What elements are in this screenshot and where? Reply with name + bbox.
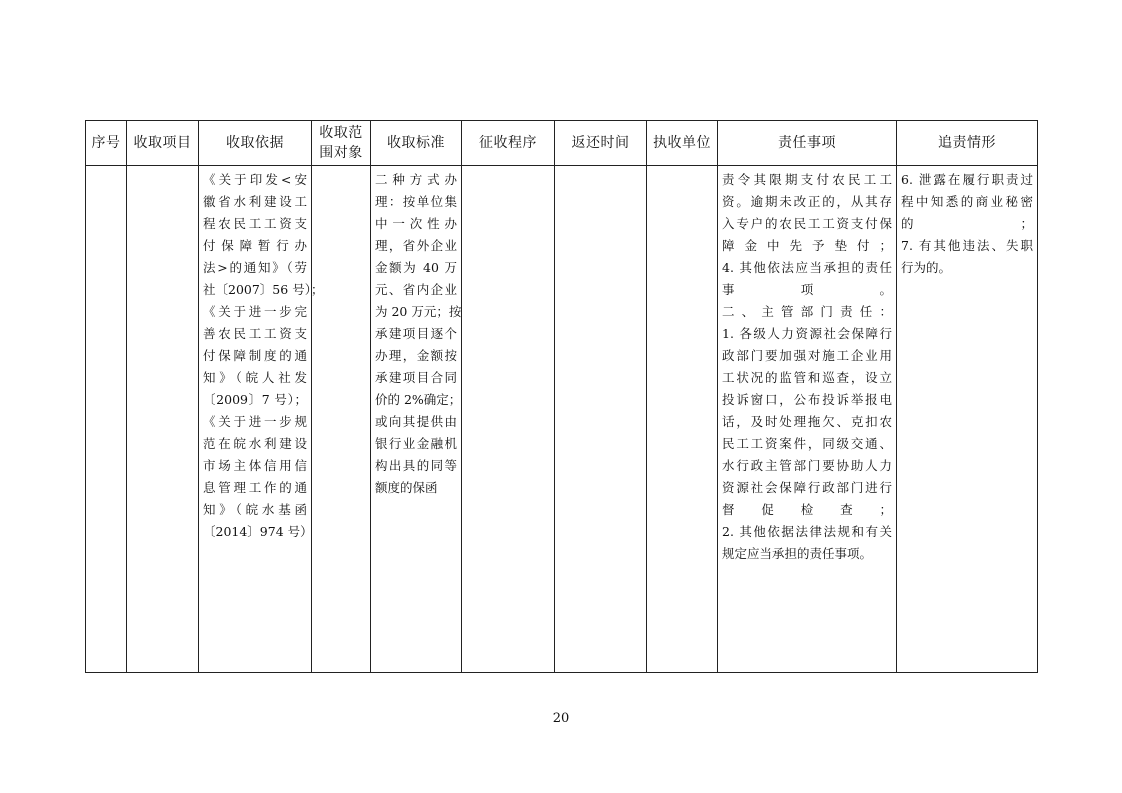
text-line: 责令其限期支付农民工工 bbox=[722, 172, 892, 187]
basis-text bbox=[203, 169, 324, 543]
text-line: 构出具的同等 bbox=[375, 458, 457, 473]
table-header bbox=[86, 121, 1038, 166]
text-line: 资。逾期未改正的，从其存 bbox=[722, 194, 892, 209]
header-scope bbox=[312, 121, 371, 166]
header-unit: 执收单位 bbox=[647, 121, 718, 166]
text-line: 价的 2%确定； bbox=[375, 392, 462, 407]
text-line: 《关于印发<安 bbox=[203, 172, 307, 187]
text-line: 程中知悉的商业秘密 bbox=[901, 194, 1033, 209]
header-standard: 收取标准 bbox=[371, 121, 462, 166]
text-line: 理，省外企业 bbox=[375, 238, 457, 253]
text-line: 的； bbox=[901, 216, 1033, 231]
text-line: 工状况的监管和巡查，设立 bbox=[722, 370, 892, 385]
text-line: 话，及时处理拖欠、克扣农 bbox=[722, 414, 892, 429]
text-line: 6. 泄露在履行职责过 bbox=[901, 172, 1033, 187]
text-line: 7. 有其他违法、失职 bbox=[901, 238, 1033, 253]
cell-item bbox=[127, 166, 199, 673]
text-line: 金额为 40 万 bbox=[375, 260, 457, 275]
header-procedure: 征收程序 bbox=[462, 121, 555, 166]
cell-standard bbox=[371, 166, 462, 673]
header-accountability: 追责情形 bbox=[897, 121, 1038, 166]
text-line: 行为的。 bbox=[901, 260, 952, 275]
text-line: 办理，金额按 bbox=[375, 348, 457, 363]
text-line: 事项。 bbox=[722, 282, 892, 297]
text-line: 二种方式办 bbox=[375, 172, 457, 187]
text-line: 或向其提供由 bbox=[375, 414, 457, 429]
text-line: 承建项目合同 bbox=[375, 370, 457, 385]
cell-scope bbox=[312, 166, 371, 673]
text-line: 息管理工作的通 bbox=[203, 480, 307, 495]
fee-table bbox=[85, 120, 1038, 673]
text-line: 4. 其他依法应当承担的责任 bbox=[722, 260, 892, 275]
text-line: 资源社会保障行政部门进行 bbox=[722, 480, 892, 495]
text-line: 规定应当承担的责任事项。 bbox=[722, 546, 873, 561]
text-line: 〔2014〕974 号） bbox=[203, 524, 313, 539]
header-responsibility: 责任事项 bbox=[718, 121, 897, 166]
text-line: 《关于进一步规 bbox=[203, 414, 307, 429]
text-line: 元、省内企业 bbox=[375, 282, 457, 297]
text-line: 入专户的农民工工资支付保 bbox=[722, 216, 892, 231]
text-line: 二、主管部门责任： bbox=[722, 304, 892, 319]
text-line: 1. 各级人力资源社会保障行 bbox=[722, 326, 892, 341]
text-line: 知》（皖人社发 bbox=[203, 370, 307, 385]
text-line: 督促检查； bbox=[722, 502, 892, 517]
table-body bbox=[86, 166, 1038, 673]
page-number: 20 bbox=[552, 711, 570, 726]
text-line: 善农民工工资支 bbox=[203, 326, 307, 341]
text-line: 范在皖水利建设 bbox=[203, 436, 307, 451]
cell-seq bbox=[86, 166, 127, 673]
text-line: 社〔2007〕56 号）； bbox=[203, 282, 324, 297]
text-line: 承建项目逐个 bbox=[375, 326, 457, 341]
text-line: 法>的通知》（劳 bbox=[203, 260, 307, 275]
header-scope-line2: 围对象 bbox=[319, 145, 363, 161]
text-line: 额度的保函 bbox=[375, 480, 438, 495]
text-line: 为 20 万元；按 bbox=[375, 304, 462, 319]
text-line: 市场主体信用信 bbox=[203, 458, 307, 473]
text-line: 障金中先予垫付； bbox=[722, 238, 892, 253]
text-line: 水行政主管部门要协助人力 bbox=[722, 458, 892, 473]
text-line: 投诉窗口，公布投诉举报电 bbox=[722, 392, 892, 407]
text-line: 《关于进一步完 bbox=[203, 304, 307, 319]
header-basis: 收取依据 bbox=[199, 121, 312, 166]
text-line: 付保障暂行办 bbox=[203, 238, 307, 253]
text-line: 中一次性办 bbox=[375, 216, 457, 231]
header-scope-line1: 收取范 bbox=[319, 125, 363, 141]
cell-basis bbox=[199, 166, 324, 673]
text-line: 程农民工工资支 bbox=[203, 216, 307, 231]
cell-refund-time bbox=[555, 166, 647, 673]
cell-unit bbox=[647, 166, 718, 673]
text-line: 〔2009〕7 号）； bbox=[203, 392, 307, 407]
accountability-text bbox=[901, 169, 1033, 279]
responsibility-text bbox=[722, 169, 892, 565]
header-item: 收取项目 bbox=[127, 121, 199, 166]
table-row bbox=[86, 166, 1038, 673]
text-line: 知》（皖水基函 bbox=[203, 502, 307, 517]
header-refund-time: 返还时间 bbox=[555, 121, 647, 166]
cell-responsibility bbox=[718, 166, 897, 673]
header-seq: 序号 bbox=[86, 121, 127, 166]
standard-text bbox=[375, 169, 462, 499]
text-line: 银行业金融机 bbox=[375, 436, 457, 451]
text-line: 理：按单位集 bbox=[375, 194, 457, 209]
text-line: 2. 其他依据法律法规和有关 bbox=[722, 524, 892, 539]
header-row bbox=[86, 121, 1038, 166]
text-line: 民工工资案件，同级交通、 bbox=[722, 436, 892, 451]
cell-procedure bbox=[462, 166, 555, 673]
text-line: 政部门要加强对施工企业用 bbox=[722, 348, 892, 363]
text-line: 付保障制度的通 bbox=[203, 348, 307, 363]
cell-accountability bbox=[897, 166, 1038, 673]
text-line: 徽省水利建设工 bbox=[203, 194, 307, 209]
